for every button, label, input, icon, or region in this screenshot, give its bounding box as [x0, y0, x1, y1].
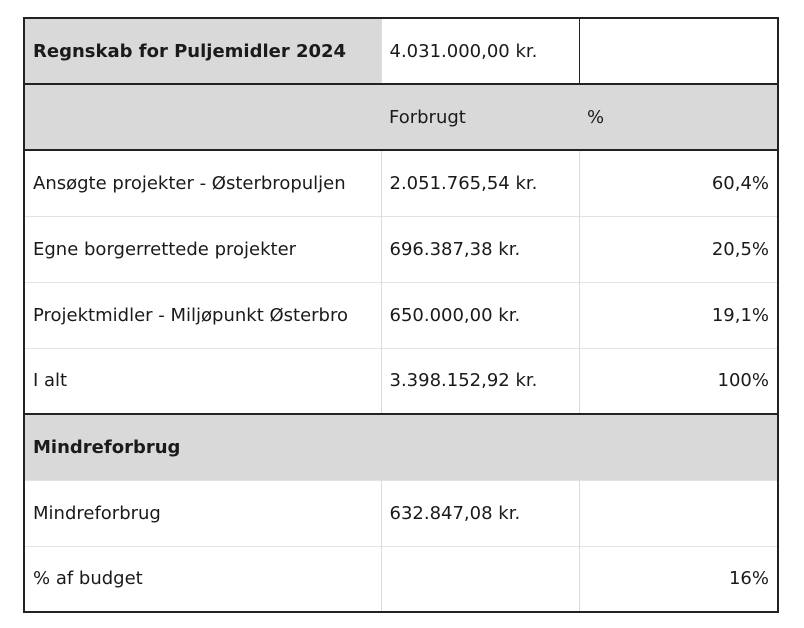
- total-amount: 3.398.152,92 kr.: [381, 348, 579, 414]
- section-heading: Mindreforbrug: [24, 414, 381, 480]
- section-row: [24, 414, 778, 480]
- header-spent: Forbrugt: [381, 84, 579, 150]
- total-percent: 100%: [579, 348, 778, 414]
- budget-share-row: [24, 546, 778, 612]
- total-label: I alt: [24, 348, 381, 414]
- section-empty-cell: [381, 414, 579, 480]
- row-amount: 696.387,38 kr.: [381, 216, 579, 282]
- table-row: [24, 150, 778, 216]
- table-row: [24, 216, 778, 282]
- row-percent: 60,4%: [579, 150, 778, 216]
- row-percent: 19,1%: [579, 282, 778, 348]
- row-amount: 650.000,00 kr.: [381, 282, 579, 348]
- header-percent: %: [579, 84, 778, 150]
- row-amount: 2.051.765,54 kr.: [381, 150, 579, 216]
- underspend-amount: 632.847,08 kr.: [381, 480, 579, 546]
- budget-share-percent: 16%: [579, 546, 778, 612]
- row-label: Egne borgerrettede projekter: [24, 216, 381, 282]
- total-row: [24, 348, 778, 414]
- empty-cell: [381, 546, 579, 612]
- table-title: Regnskab for Puljemidler 2024: [24, 18, 381, 84]
- empty-cell: [579, 480, 778, 546]
- title-row: [24, 18, 778, 84]
- underspend-row: [24, 480, 778, 546]
- row-label: Ansøgte projekter - Østerbropuljen: [24, 150, 381, 216]
- underspend-label: Mindreforbrug: [24, 480, 381, 546]
- table-row: [24, 282, 778, 348]
- budget-share-label: % af budget: [24, 546, 381, 612]
- empty-cell: [579, 18, 778, 84]
- row-label: Projektmidler - Miljøpunkt Østerbro: [24, 282, 381, 348]
- section-empty-cell: [579, 414, 778, 480]
- accounts-table: [23, 17, 779, 613]
- row-percent: 20,5%: [579, 216, 778, 282]
- budget-amount: 4.031.000,00 kr.: [381, 18, 579, 84]
- header-row: [24, 84, 778, 150]
- empty-header-cell: [24, 84, 381, 150]
